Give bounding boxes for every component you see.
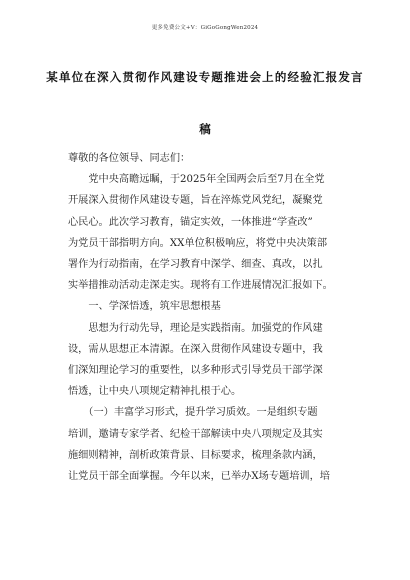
body-line: 开展深入贯彻作风建设专题，旨在淬炼党风党纪，凝聚党 bbox=[68, 195, 323, 207]
body-line: 培训，邀请专家学者、纪检干部解读中央八项规定及其实 bbox=[68, 428, 323, 440]
body-line: 设，需从思想正本清源。在深入贯彻作风建设专题中，我 bbox=[68, 343, 323, 355]
body-line: 们深知理论学习的重要性，以多种形式引导党员干部学深 bbox=[68, 365, 323, 377]
body-line: 悟透，让中央八项规定精神扎根于心。 bbox=[68, 386, 242, 398]
section-heading: 一、学深悟透，筑牢思想根基 bbox=[68, 301, 221, 313]
body-line: 思想为行动先导，理论是实践指南。加强党的作风建 bbox=[68, 322, 323, 334]
salutation: 尊敬的各位领导、同志们： bbox=[68, 153, 191, 164]
body-line: 心民心。此次学习教育，锚定实效，一体推进“学查改” bbox=[68, 216, 313, 228]
body-line: 为党员干部指明方向。XX单位积极响应，将党中央决策部 bbox=[68, 237, 328, 249]
body-line: 实举措推动活动走深走实。现将有工作进展情况汇报如下。 bbox=[68, 280, 333, 292]
body-line: 施细则精神，剖析政策背景、目标要求，梳理条款内涵， bbox=[68, 449, 323, 461]
body-line: （一）丰富学习形式，提升学习质效。一是组织专题 bbox=[68, 407, 318, 419]
document-title-continuation: 稿 bbox=[199, 122, 211, 136]
body-line: 让党员干部全面掌握。今年以来，已举办X场专题培训，培 bbox=[68, 471, 330, 483]
document-body bbox=[68, 148, 348, 487]
header-note: 更多免费公文+V：GiGoGongWen2024 bbox=[151, 25, 259, 31]
body-line: 署作为行动指南，在学习教育中深学、细查、真改，以扎 bbox=[68, 259, 323, 271]
body-line: 党中央高瞻远瞩，于2025年全国两会后至7月在全党 bbox=[68, 174, 325, 186]
document-title: 某单位在深入贯彻作风建设专题推进会上的经验汇报发言 bbox=[46, 70, 364, 84]
